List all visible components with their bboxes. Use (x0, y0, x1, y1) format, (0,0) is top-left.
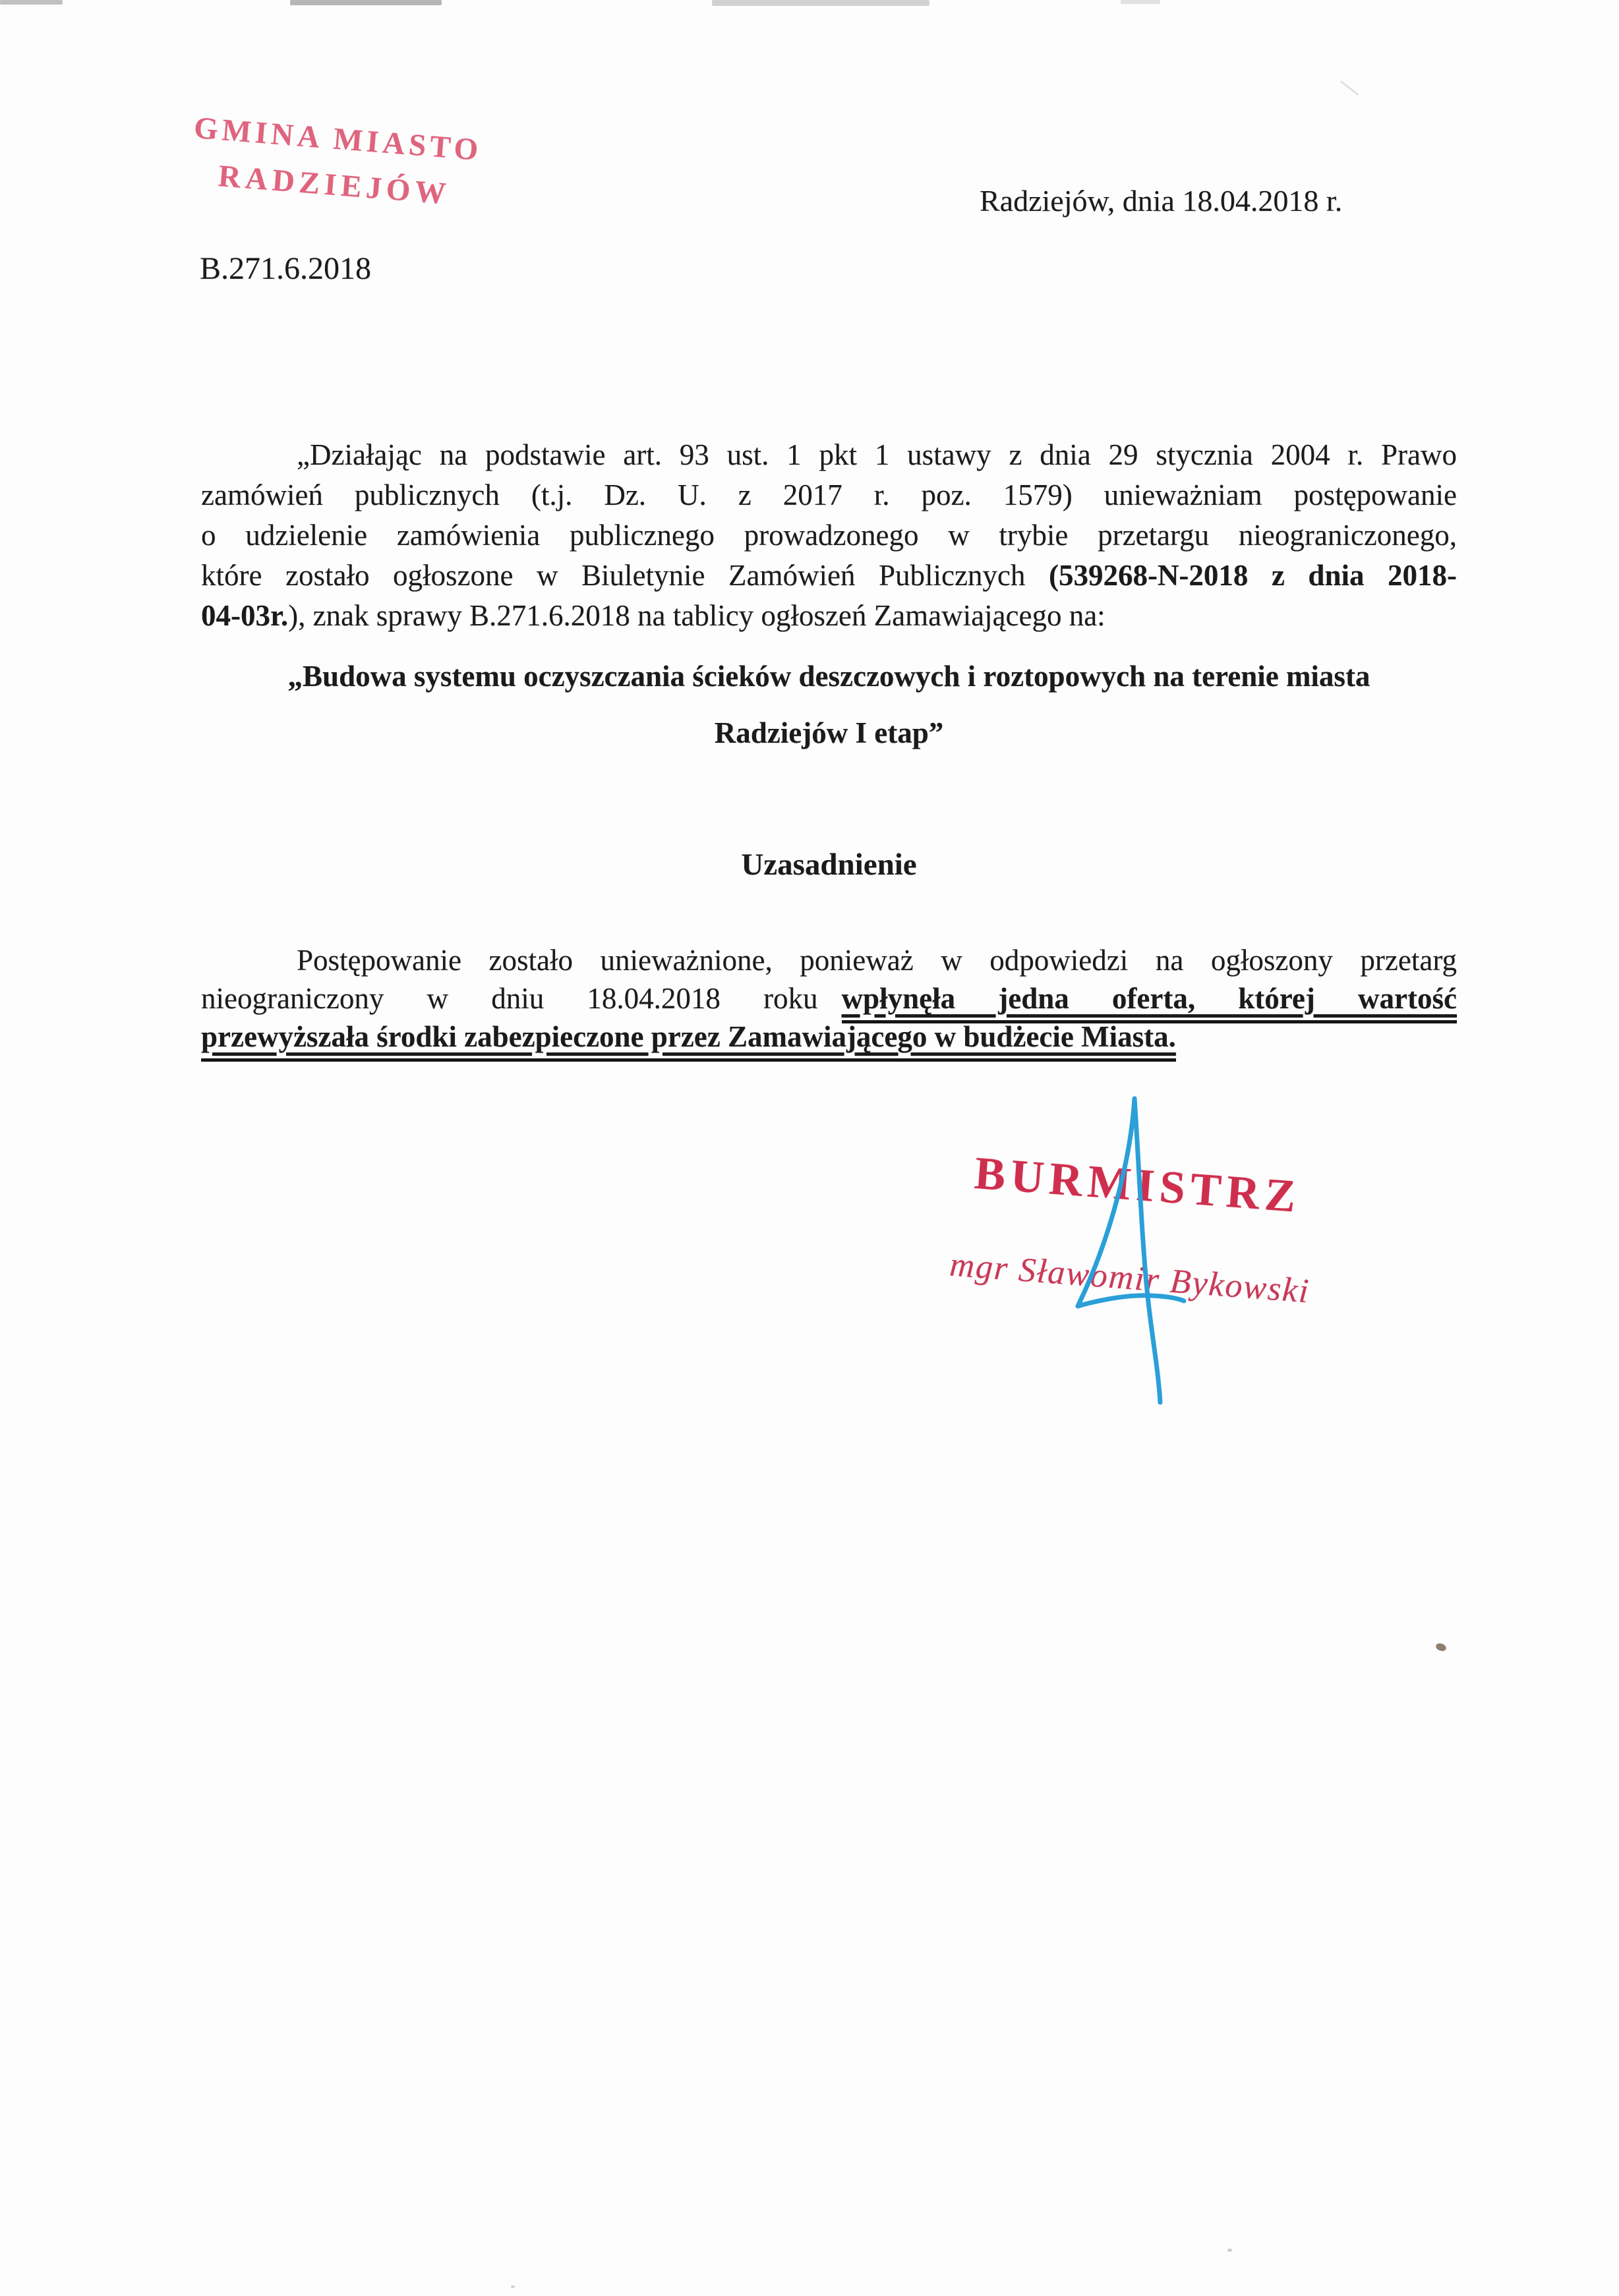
paragraph1-line4-regular: które zostało ogłoszone w Biuletynie Zamówień Publicznych (201, 559, 1049, 592)
paragraph1-line5-regular: ), znak sprawy B.271.6.2018 na tablicy ogłoszeń Zamawiającego na: (288, 599, 1105, 632)
paragraph2-line1: Postępowanie zostało unieważnione, ponieważ w odpowiedzi na ogłoszony przetarg (297, 944, 1457, 977)
paragraph1-line5 (201, 596, 1457, 636)
pen-signature-left-stroke (1078, 1099, 1134, 1306)
mayor-title-stamp: BURMISTRZ (972, 1147, 1303, 1223)
pen-signature-base-stroke (1078, 1296, 1184, 1306)
municipality-stamp-line2: RADZIEJÓW (217, 159, 452, 212)
pen-signature-right-stroke (1134, 1099, 1160, 1402)
paragraph-justification (201, 941, 1457, 1056)
reference-number: B.271.6.2018 (200, 251, 372, 286)
municipality-stamp (155, 102, 517, 222)
mayor-name-stamp: mgr Sławomir Bykowski (948, 1246, 1311, 1311)
paragraph1-line1: „Działając na podstawie art. 93 ust. 1 pkt 1 ustawy z dnia 29 stycznia 2004 r. Prawo (297, 438, 1457, 471)
subject-title (201, 648, 1457, 761)
offer-value-emphasis-2: przewyższała środki zabezpieczone przez Zamawiającego w budżecie Miasta. (201, 1020, 1176, 1062)
paragraph2-line2-regular: nieograniczony w dniu 18.04.2018 roku (201, 982, 818, 1015)
paragraph2-line2 (201, 979, 1457, 1018)
municipality-stamp-line1: GMINA MIASTO (192, 111, 484, 168)
scan-artifact-top-3 (1121, 0, 1160, 4)
offer-value-emphasis-1: wpłynęła jedna oferta, której wartość (842, 982, 1457, 1023)
paragraph1-line4 (201, 556, 1457, 596)
paragraph1-line3: o udzielenie zamówienia publicznego prowadzonego w trybie przetargu nieograniczonego, (201, 519, 1457, 552)
scan-artifact-top-left (0, 0, 63, 5)
paper-speck-3 (511, 2285, 515, 2288)
paper-speck-1 (1435, 1642, 1448, 1653)
paper-speck-2 (1227, 2249, 1232, 2252)
scan-artifact-wisp (1340, 80, 1359, 96)
subject-title-line2: Radziejów I etap” (714, 716, 944, 749)
pen-signature (1028, 1068, 1266, 1437)
scan-artifact-top-1 (290, 0, 442, 5)
paragraph1-line2: zamówień publicznych (t.j. Dz. U. z 2017 r. poz. 1579) unieważniam postępowanie (201, 478, 1457, 511)
scan-artifact-top-2 (712, 0, 929, 6)
paragraph-legal-basis (201, 435, 1457, 636)
bulletin-date-bold: 04-03r. (201, 599, 289, 632)
section-heading-uzasadnienie: Uzasadnienie (741, 847, 917, 882)
subject-title-line1: „Budowa systemu oczyszczania ścieków deszczowych i roztopowych na terenie miasta (287, 660, 1370, 693)
bulletin-number-bold: (539268-N-2018 z dnia 2018- (1048, 559, 1457, 592)
place-and-date: Radziejów, dnia 18.04.2018 r. (980, 184, 1343, 217)
